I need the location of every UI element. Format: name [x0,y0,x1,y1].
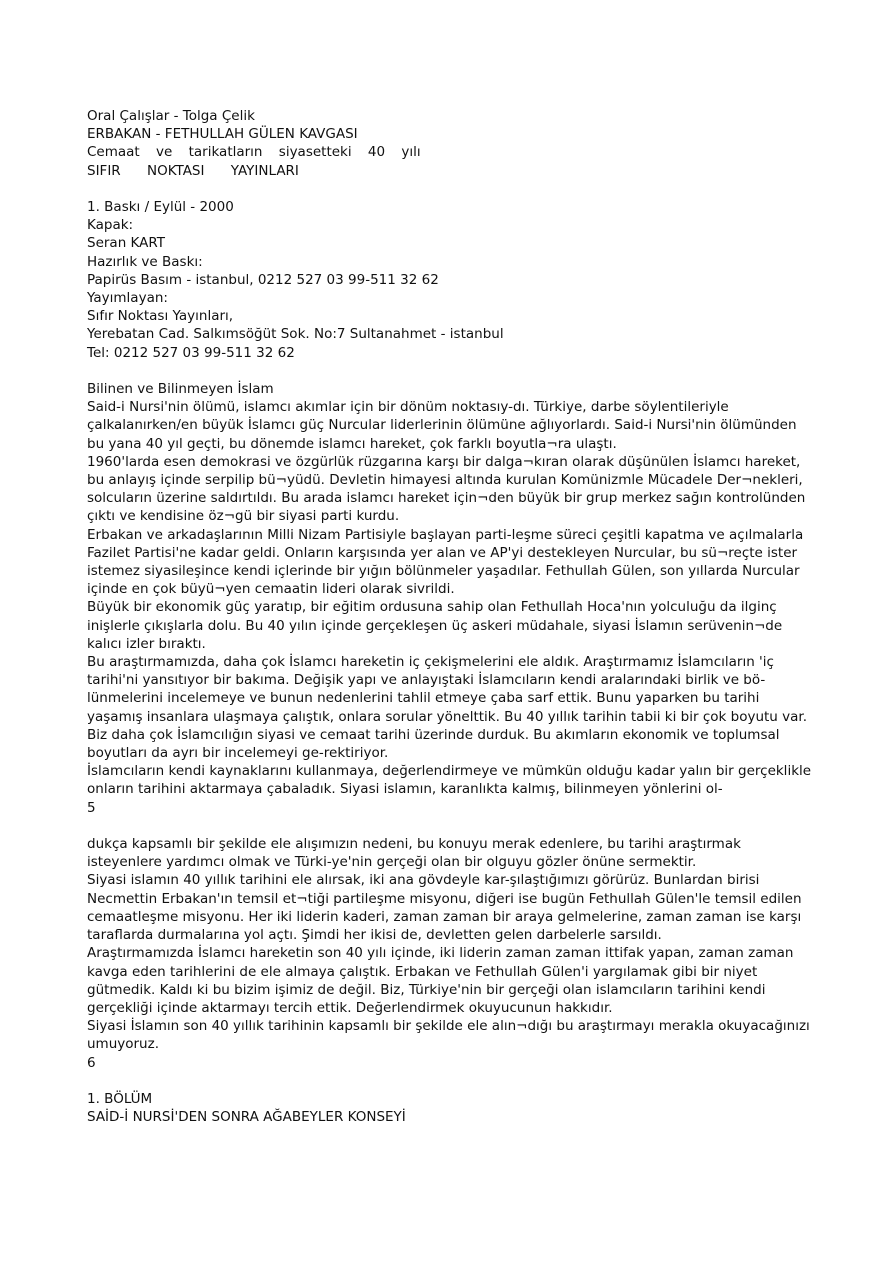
prep-label: Hazırlık ve Baskı: [87,253,203,270]
page-number: 5 [87,799,96,816]
chapter-title: SAİD-İ NURSİ'DEN SONRA AĞABEYLER KONSEYİ [87,1109,406,1126]
section-heading: Bilinen ve Bilinmeyen İslam [87,381,274,398]
cover-label: Kapak: [87,217,134,234]
book-subtitle: Cemaat ve tarikatların siyasetteki 40 yılı [87,144,421,161]
edition-line: 1. Baskı / Eylül - 2000 [87,199,234,215]
publisher-line: SIFIR NOKTASI YAYINLARI [87,162,299,179]
address-line: Yerebatan Cad. Salkımsöğüt Sok. No:7 Sultanahmet - istanbul [87,326,504,343]
authors-line: Oral Çalışlar - Tolga Çelik [87,108,255,124]
document-page [87,107,817,1126]
paragraph: Siyasi İslamın son 40 yıllık tarihinin kapsamlı bir şekilde ele alın¬dığı bu araştırmayı merakla okuyacağınızı umuyoruz. [87,1018,810,1053]
paragraph: Bu araştırmamızda, daha çok İslamcı hareketin iç çekişmelerini ele aldık. Araştırmamız İslamcıların 'iç tarihi'ni yansıtıyor bir bakıma. Değişik yapı ve anlayıştaki İslamcıların kendi aralarındaki birlik ve bö-lünmelerini incelemeye ve bunun nedenlerini tahlil etmeye çaba sarf ettik. Bunu yaparken bu tarihi yaşamış insanlara ulaşmaya çalıştık, onlara sorular yönelttik. Bu 40 yıllık tarihin tabii ki bir çok boyutu var. Biz daha çok İslamcılığın siyasi ve cemaat tarihi üzerinde durduk. Bu akımların ekonomik ve toplumsal boyutları da ayrı bir incelemeyi ge-rektiriyor. [87,654,808,762]
page-number: 6 [87,1054,96,1071]
paragraph: dukça kapsamlı bir şekilde ele alışımızın nedeni, bu konuyu merak edenlere, bu tarihi araştırmak isteyenlere yardımcı olmak ve Türki-ye'nin gerçeği olan bir olguyu gözler önüne sermektir. [87,836,741,871]
paragraph: 1960'larda esen demokrasi ve özgürlük rüzgarına karşı bir dalga¬kıran olarak düşünülen İslamcı hareket, bu anlayış içinde serpilip bü¬yüdü. Devletin himayesi altında kurulan Komünizmle Mücadele Der¬nekleri, solcuların üzerine saldırtıldı. Bu arada islamcı hareket için¬den büyük bir grup merkez sağın kontrolünden çıktı ve kendisine öz¬gü bir siyasi parti kurdu. [87,453,806,525]
paragraph: İslamcıların kendi kaynaklarını kullanmaya, değerlendirmeye ve mümkün olduğu kadar yalın bir gerçeklikle onların tarihini aktarmaya çabaladık. Siyasi islamın, karanlıkta kalmış, bilinmeyen yönlerini ol- [87,763,812,798]
paragraph: Said-i Nursi'nin ölümü, islamcı akımlar için bir dönüm noktasıy-dı. Türkiye, darbe söylentileriyle çalkalanırken/en büyük İslamcı güç Nurcular liderlerinin ölümüne ağlıyorlardı. Said-i Nursi'nin ölümünden bu yana 40 yıl geçti, bu dönemde islamcı hareket, çok farklı boyutla¬ra ulaştı. [87,399,797,452]
paragraph: Erbakan ve arkadaşlarının Milli Nizam Partisiyle başlayan parti-leşme süreci çeşitli kapatma ve açılmalarla Fazilet Partisi'ne kadar geldi. Onların karşısında yer alan ve AP'yi destekleyen Nurcular, bu sü¬reçte ister istemez siyasileşince kendi içlerinde bir yığın bölünmeler yaşadılar. Fethullah Gülen, son yıllarda Nurcular içinde en çok büyü¬yen cemaatin lideri olarak sivrildi. [87,526,804,598]
cover-name: Seran KART [87,235,166,252]
paragraph: Büyük bir ekonomik güç yaratıp, bir eğitim ordusuna sahip olan Fethullah Hoca'nın yolculuğu da ilginç inişlerle çıkışlarla dolu. Bu 40 yılın içinde gerçekleşen üç askeri müdahale, siyasi İslamın serüvenin¬de kalıcı izler bıraktı. [87,599,783,652]
paragraph: Araştırmamızda İslamcı hareketin son 40 yılı içinde, iki liderin zaman zaman ittifak yapan, zaman zaman kavga eden tarihlerini de ele almaya çalıştık. Erbakan ve Fethullah Gülen'i yargılamak gibi bir niyet gütmedik. Kaldı ki bu bizim işimiz de değil. Biz, Türkiye'nin bir gerçeği olan islamcıların tarihini kendi gerçekliği içinde aktarmayı tercih ettik. Değerlendirmek okuyucunun hakkıdır. [87,945,794,1016]
publisher-label: Yayımlayan: [87,290,168,307]
book-title: ERBAKAN - FETHULLAH GÜLEN KAVGASI [87,126,358,143]
paragraph: Siyasi islamın 40 yıllık tarihini ele alırsak, iki ana gövdeyle kar-şılaştığımızı görürüz. Bunlardan birisi Necmettin Erbakan'ın temsil et¬tiği partileşme misyonu, diğeri ise bugün Fethullah Gülen'le temsil edilen cemaatleşme misyonu. Her iki liderin kaderi, zaman zaman bir araya gelmelerine, zaman zaman ise karşı taraflarda durmalarına yol açtı. Şimdi her ikisi de, devletten gelen darbelerle sarsıldı. [87,872,802,944]
publisher-name: Sıfır Noktası Yayınları, [87,308,234,325]
tel-line: Tel: 0212 527 03 99-511 32 62 [87,344,295,361]
chapter-number: 1. BÖLÜM [87,1090,153,1107]
printer-line: Papirüs Basım - istanbul, 0212 527 03 99-511 32 62 [87,271,439,288]
